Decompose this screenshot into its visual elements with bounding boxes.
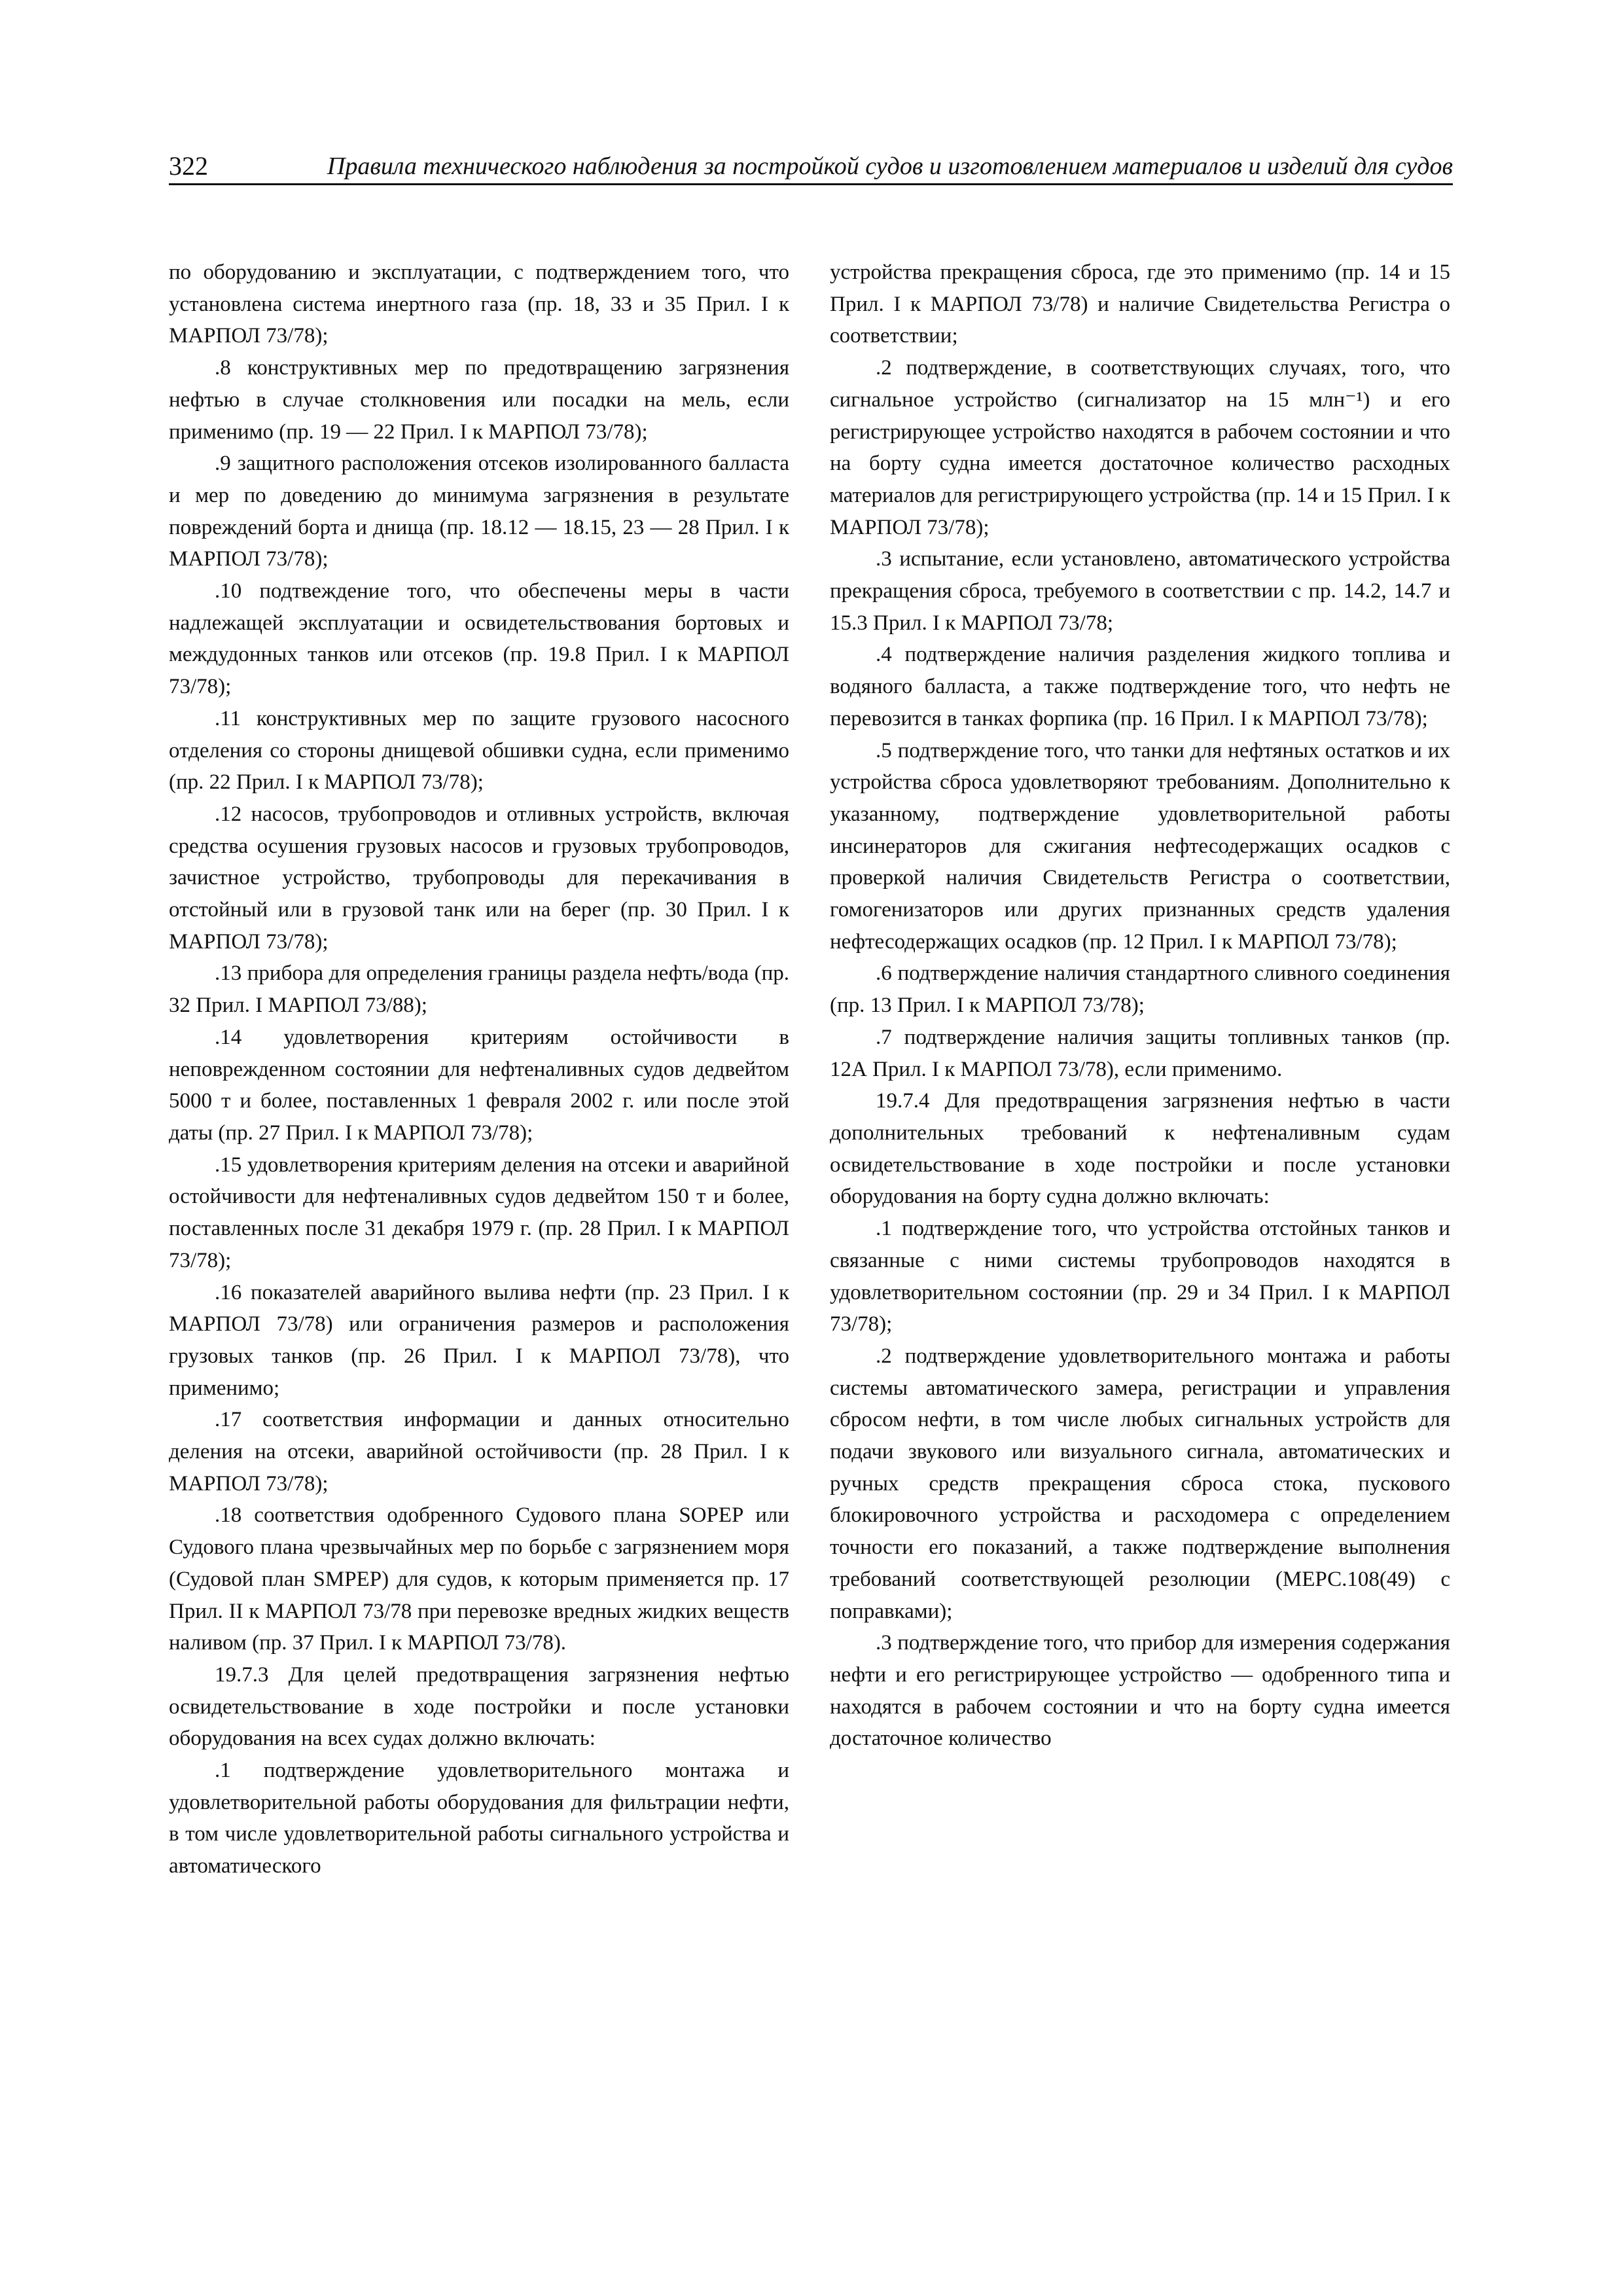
paragraph: .13 прибора для определения границы раздела нефть/вода (пр. 32 Прил. I МАРПОЛ 73/88); bbox=[169, 961, 789, 1018]
paragraph: .11 конструктивных мер по защите грузового насосного отделения со стороны днищевой обшивки судна, если применимо (пр. 22 Прил. I к МАРПОЛ 73/78); bbox=[169, 706, 789, 795]
paragraph: .7 подтверждение наличия защиты топливных танков (пр. 12А Прил. I к МАРПОЛ 73/78), если применимо. bbox=[830, 1025, 1450, 1081]
paragraph: .14 удовлетворения критериям остойчивости в неповрежденном состоянии для нефтеналивных судов дедвейтом 5000 т и более, поставленных 1 февраля 2002 г. или после этой даты (пр. 27 Прил. I к МАРПОЛ 73/78); bbox=[169, 1025, 789, 1145]
paragraph: по оборудованию и эксплуатации, с подтверждением того, что установлена система инертного газа (пр. 18, 33 и 35 Прил. I к МАРПОЛ 73/78); bbox=[169, 260, 789, 348]
paragraph: .4 подтверждение наличия разделения жидкого топлива и водяного балласта, а также подтверждение того, что нефть не перевозится в танках форпика (пр. 16 Прил. I к МАРПОЛ 73/78); bbox=[830, 643, 1450, 730]
paragraph: .15 удовлетворения критериям деления на отсеки и аварийной остойчивости для нефтеналивных судов дедвейтом 150 т и более, поставленных после 31 декабря 1979 г. (пр. 28 Прил. I к МАРПОЛ 73/78); bbox=[169, 1153, 789, 1272]
paragraph: .12 насосов, трубопроводов и отливных устройств, включая средства осушения грузовых насосов и грузовых трубопроводов, зачистное устройство, трубопроводы для перекачивания в отстойный или в грузовой танк или на берег (пр. 30 Прил. I к МАРПОЛ 73/78); bbox=[169, 802, 789, 954]
left-text-column bbox=[169, 257, 789, 2220]
paragraph: .1 подтверждение удовлетворительного монтажа и удовлетворительной работы оборудования для фильтрации нефти, в том числе удовлетворительной работы сигнального устройства и автоматического bbox=[169, 1759, 789, 1878]
paragraph: .16 показателей аварийного вылива нефти (пр. 23 Прил. I к МАРПОЛ 73/78) или ограничения размеров и расположения грузовых танков (пр. 26 Прил. I к МАРПОЛ 73/78), что применимо; bbox=[169, 1280, 789, 1400]
paragraph: .1 подтверждение того, что устройства отстойных танков и связанные с ними системы трубопроводов находятся в удовлетворительном состоянии (пр. 29 и 34 Прил. I к МАРПОЛ 73/78); bbox=[830, 1217, 1450, 1336]
running-title: Правила технического наблюдения за постройкой судов и изготовлением материалов и изделий для судов bbox=[327, 152, 1453, 180]
paragraph: .6 подтверждение наличия стандартного сливного соединения (пр. 13 Прил. I к МАРПОЛ 73/78); bbox=[830, 961, 1450, 1018]
paragraph: .18 соответствия одобренного Судового плана SOPEP или Судового плана чрезвычайных мер по борьбе с загрязнением моря (Судовой план SMPEP) для судов, к которым применяется пр. 17 Прил. II к МАРПОЛ 73/78 при перевозке вредных жидких веществ наливом (пр. 37 Прил. I к МАРПОЛ 73/78). bbox=[169, 1503, 789, 1655]
paragraph: 19.7.4 Для предотвращения загрязнения нефтью в части дополнительных требований к нефтеналивным судам освидетельствование в ходе постройки и после установки оборудования на борту судна должно включать: bbox=[830, 1089, 1450, 1209]
paragraph: .5 подтверждение того, что танки для нефтяных остатков и их устройства сброса удовлетворяют требованиям. Дополнительно к указанному, подтверждение удовлетворительной работы инсинераторов для сжигания нефтесодержащих осадков с проверкой наличия Свидетельств Регистра о соответствии, гомогенизаторов или других признанных средств удаления нефтесодержащих осадков (пр. 12 Прил. I к МАРПОЛ 73/78); bbox=[830, 738, 1450, 954]
paragraph: .3 подтверждение того, что прибор для измерения содержания нефти и его регистрирующее устройство — одобренного типа и находятся в рабочем состоянии и что на борту судна имеется достаточное количество bbox=[830, 1631, 1450, 1751]
paragraph: .17 соответствия информации и данных относительно деления на отсеки, аварийной остойчивости (пр. 28 Прил. I к МАРПОЛ 73/78); bbox=[169, 1408, 789, 1496]
paragraph: .8 конструктивных мер по предотвращению загрязнения нефтью в случае столкновения или посадки на мель, если применимо (пр. 19 — 22 Прил. I к МАРПОЛ 73/78); bbox=[169, 356, 789, 444]
page-number: 322 bbox=[169, 151, 208, 181]
paragraph: .10 подтвеждение того, что обеспечены меры в части надлежащей эксплуатации и освидетельствования бортовых и междудонных танков или отсеков (пр. 19.8 Прил. I к МАРПОЛ 73/78); bbox=[169, 579, 789, 699]
paragraph: .2 подтверждение удовлетворительного монтажа и работы системы автоматического замера, регистрации и управления сбросом нефти, в том числе любых сигнальных устройств для подачи звукового или визуального сигнала, автоматических и ручных средств прекращения сброса стока, пускового блокировочного устройства и расходомера с определением точности его показаний, а также подтверждение выполнения требований соответствующей резолюции (МЕРС.108(49) с поправками); bbox=[830, 1344, 1450, 1623]
paragraph: 19.7.3 Для целей предотвращения загрязнения нефтью освидетельствование в ходе постройки и после установки оборудования на всех судах должно включать: bbox=[169, 1662, 789, 1751]
right-text-column bbox=[830, 257, 1450, 2220]
paragraph: .3 испытание, если установлено, автоматического устройства прекращения сброса, требуемого в соответствии с пр. 14.2, 14.7 и 15.3 Прил. I к МАРПОЛ 73/78; bbox=[830, 547, 1450, 635]
page-header bbox=[169, 149, 1453, 185]
paragraph: .2 подтверждение, в соответствующих случаях, того, что сигнальное устройство (сигнализатор на 15 млн⁻¹) и его регистрирующее устройство находятся в рабочем состоянии и что на борту судна имеется достаточное количество расходных материалов для регистрирующего устройства (пр. 14 и 15 Прил. I к МАРПОЛ 73/78); bbox=[830, 356, 1450, 539]
paragraph: устройства прекращения сброса, где это применимо (пр. 14 и 15 Прил. I к МАРПОЛ 73/78) и наличие Свидетельства Регистра о соответствии; bbox=[830, 260, 1450, 348]
paragraph: .9 защитного расположения отсеков изолированного балласта и мер по доведению до минимума загрязнения в результате повреждений борта и днища (пр. 18.12 — 18.15, 23 — 28 Прил. I к МАРПОЛ 73/78); bbox=[169, 452, 789, 571]
